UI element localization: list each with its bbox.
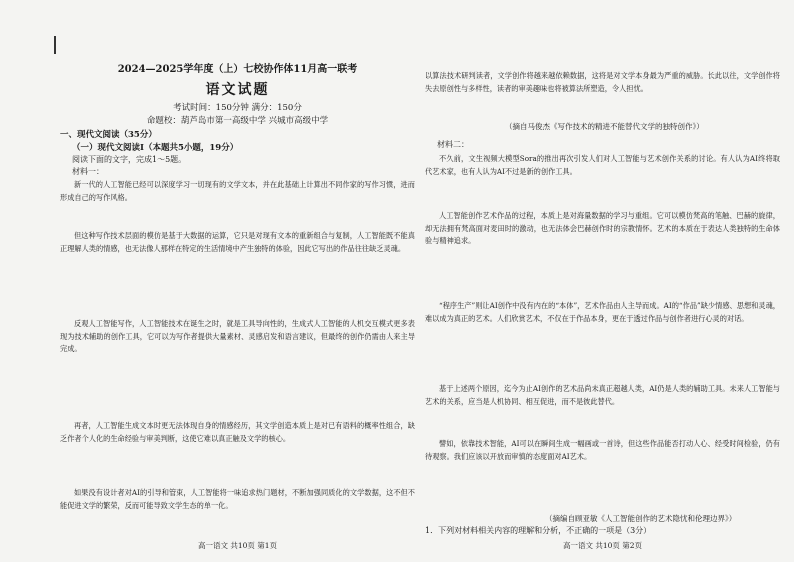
paragraph: 如果没有设计者对AI的引导和管束，人工智能将一味追求热门题材，不断加强同质化的文学数据，这不但不能促进文学的繁荣，反而可能导致文学生态的单一化。 (60, 488, 415, 510)
source-citation: （摘编自顾亚敏《人工智能创作的艺术隐忧和伦理边界》） (545, 514, 737, 523)
exam-author: 命题校：葫芦岛市第一高级中学 兴城市高级中学 (146, 116, 329, 126)
paragraph: 再者，人工智能生成文本时更无法体现自身的情感经历，其文学创造本质上是对已有语料的概率性组合，缺乏作者个人化的生命经验与审美判断，这使它难以真正触及文学的核心。 (60, 421, 415, 443)
material1-label: 材料一： (72, 167, 104, 176)
source-citation: （摘自马俊杰《写作技术的精进不能替代文学的独特创作》） (505, 122, 704, 131)
paragraph: 以算法技术研判读者，文学创作将越来越依赖数据，这将是对文学本身最为严重的威胁。长此以往，文学创作将失去原创性与多样性，读者的审美趣味也将被算法所塑造，令人担忧。 (425, 71, 780, 93)
page-right (425, 0, 780, 562)
material2-label: 材料二： (437, 140, 469, 149)
exam-title: 2024—2025学年度（上）七校协作体11月高一联考 (117, 64, 358, 75)
subject-title: 语文试题 (205, 82, 270, 98)
paragraph: 反观人工智能写作，人工智能技术在诞生之时，就是工具导向性的，生成式人工智能的人机交互模式更多表现为技术辅助的创作工具，它可以为写作者提供大量素材、灵感启发和语言建议，但最终的创作仍需由人来主导完成。 (60, 319, 415, 354)
paragraph: 譬如，依靠技术智能，AI可以在瞬间生成一幅画或一首诗，但这些作品能否打动人心、经受时间检验，仍有待观察。我们应该以开放而审慎的态度面对AI艺术。 (425, 439, 780, 461)
margin-mark (54, 36, 56, 54)
paragraph: 但这种写作技术层面的模仿是基于大数据的运算，它只是对现有文本的重新组合与复制，人工智能既不能真正理解人类的情感，也无法像人那样在特定的生活情境中产生独特的体验，因此它写出的作品往往缺乏灵魂。 (60, 231, 415, 253)
page-left (60, 0, 415, 562)
paragraph: 新一代的人工智能已经可以深度学习一切现有的文学文本，并在此基础上计算出不同作家的写作习惯，进而形成自己的写作风格。 (60, 180, 415, 202)
page-footer: 高一语文 共10页 第1页 (197, 541, 278, 550)
paragraph: 不久前，文生视频大模型Sora的推出再次引发人们对人工智能与艺术创作关系的讨论。有人认为AI终将取代艺术家，也有人认为AI不过是新的创作工具。 (425, 154, 780, 176)
exam-meta: 考试时间：150分钟 满分：150分 (173, 103, 302, 113)
paragraph: “程序生产”则让AI创作中没有内在的“本体”，艺术作品由人主导而成。AI的“作品”缺少情感、思想和灵魂，难以成为真正的艺术。人们欣赏艺术，不仅在于作品本身，更在于透过作品与创作者进行心灵的对话。 (425, 301, 780, 323)
page-footer: 高一语文 共10页 第2页 (562, 541, 643, 550)
question-1: 1．下列对材料相关内容的理解和分析，不正确的一项是（3分） (425, 526, 652, 535)
instruction: 阅读下面的文字，完成1～5题。 (72, 155, 187, 164)
paragraph: 人工智能创作艺术作品的过程，本质上是对海量数据的学习与重组。它可以模仿梵高的笔触、巴赫的旋律，却无法拥有梵高面对麦田时的激动，也无法体会巴赫创作时的宗教情怀。艺术的本质在于表达人类独特的生命体验与精神追求。 (425, 211, 780, 246)
section-heading: 一、现代文阅读（35分） (60, 130, 157, 140)
paragraph: 基于上述两个原因，迄今为止AI创作的艺术品尚未真正超越人类，AI仍是人类的辅助工具。未来人工智能与艺术的关系，应当是人机协同、相互促进，而不是彼此替代。 (425, 384, 780, 406)
subsection-heading: （一）现代文阅读Ⅰ（本题共5小题，19分） (72, 143, 239, 153)
